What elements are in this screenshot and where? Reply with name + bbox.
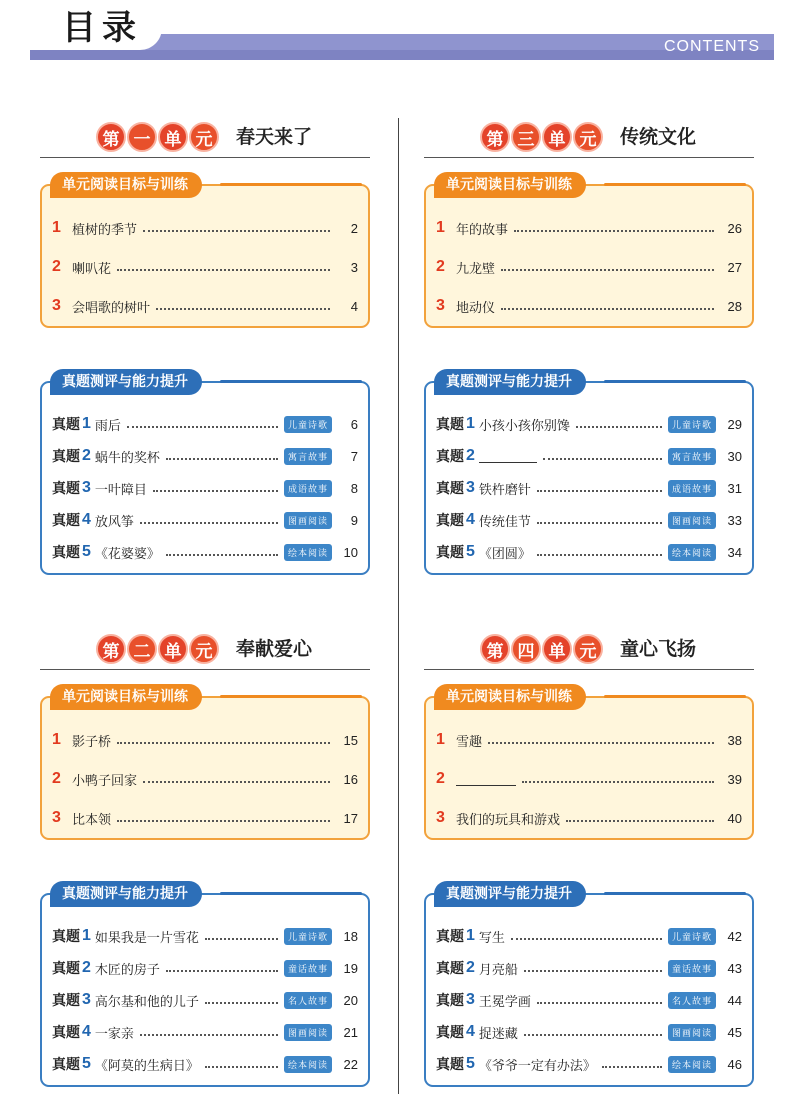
test-practice-box [424, 886, 754, 1087]
reading-training-box [40, 689, 370, 840]
blank-title-line [456, 772, 516, 786]
entry-title: 捉迷藏 [478, 1026, 518, 1042]
toc-entry[interactable] [52, 767, 358, 791]
page-number: 21 [343, 1024, 358, 1040]
entry-title: 雨后 [94, 418, 121, 434]
entry-title: 小孩小孩你别馋 [478, 418, 570, 434]
entry-title: 喇叭花 [72, 261, 112, 277]
test-number: 1 [466, 415, 475, 432]
page-number: 10 [343, 544, 358, 560]
entry-title: 王冕学画 [478, 994, 531, 1010]
toc-entry[interactable] [52, 294, 358, 318]
unit-section [40, 118, 370, 562]
page-number: 34 [727, 544, 742, 560]
entry-number: 1 [52, 219, 61, 236]
unit-label-char: 单 [158, 122, 188, 152]
toc-entry[interactable] [52, 728, 358, 752]
unit-label-char: 单 [542, 634, 572, 664]
dot-leader [511, 938, 662, 940]
genre-tag: 儿童诗歌 [284, 928, 332, 945]
unit-name: 童心飞扬 [620, 638, 697, 660]
dot-leader [514, 230, 714, 232]
dot-leader [153, 490, 278, 492]
page-number: 22 [343, 1056, 358, 1072]
entry-title: 《花婆婆》 [94, 546, 160, 562]
entry-title: 木匠的房子 [94, 962, 160, 978]
genre-tag: 寓言故事 [668, 448, 716, 465]
box-header: 真题测评与能力提升 [434, 881, 586, 907]
dot-leader [537, 522, 662, 524]
page-number: 9 [350, 512, 358, 528]
unit-section [424, 118, 754, 562]
page-number: 40 [727, 810, 742, 826]
test-prefix: 真题 [436, 929, 464, 945]
entry-number: 3 [52, 809, 61, 826]
page-number: 3 [350, 259, 358, 275]
test-prefix: 真题 [436, 1025, 464, 1041]
box-header: 单元阅读目标与训练 [50, 684, 202, 710]
page-number: 29 [727, 416, 742, 432]
dot-leader [205, 938, 278, 940]
page-number: 7 [350, 448, 358, 464]
page-number: 38 [727, 732, 742, 748]
dot-leader [602, 1066, 662, 1068]
test-entry[interactable] [52, 508, 358, 532]
entry-number: 3 [436, 297, 445, 314]
unit-name: 传统文化 [620, 126, 697, 148]
entry-number: 3 [52, 297, 61, 314]
test-entry[interactable] [436, 476, 742, 500]
test-entry[interactable] [52, 956, 358, 980]
box-header: 真题测评与能力提升 [434, 369, 586, 395]
test-entry[interactable] [52, 1020, 358, 1044]
page-number: 42 [727, 928, 742, 944]
test-number: 3 [466, 479, 475, 496]
page-number: 15 [343, 732, 358, 748]
test-entry[interactable] [52, 540, 358, 564]
entry-number: 3 [436, 809, 445, 826]
box-header-line [604, 892, 746, 895]
entry-number: 1 [436, 731, 445, 748]
page-number: 6 [350, 416, 358, 432]
test-prefix: 真题 [52, 1057, 80, 1073]
page-number: 19 [343, 960, 358, 976]
entry-title: 比本领 [72, 812, 112, 828]
page-number: 16 [343, 771, 358, 787]
dot-leader [143, 230, 330, 232]
test-number: 5 [466, 1055, 475, 1072]
unit-title-row [424, 630, 754, 670]
entry-title: 铁杵磨针 [478, 482, 531, 498]
toc-entry[interactable] [436, 806, 742, 830]
unit-section [424, 630, 754, 1074]
test-number: 5 [466, 543, 475, 560]
page-number: 20 [343, 992, 358, 1008]
entry-title: 如果我是一片雪花 [94, 930, 199, 946]
unit-label-char: 元 [573, 634, 603, 664]
entry-title: 写生 [478, 930, 505, 946]
dot-leader [537, 554, 662, 556]
dot-leader [205, 1066, 278, 1068]
test-number: 4 [82, 511, 91, 528]
genre-tag: 绘本阅读 [284, 1056, 332, 1073]
test-prefix: 真题 [52, 449, 80, 465]
test-prefix: 真题 [436, 417, 464, 433]
page-number: 8 [350, 480, 358, 496]
dot-leader [543, 458, 662, 460]
dot-leader [166, 458, 278, 460]
unit-section [40, 630, 370, 1074]
genre-tag: 儿童诗歌 [284, 416, 332, 433]
test-entry[interactable] [436, 988, 742, 1012]
dot-leader [140, 522, 278, 524]
box-header-line [604, 380, 746, 383]
toc-entry[interactable] [436, 767, 742, 791]
dot-leader [117, 820, 330, 822]
entry-title: 放风筝 [94, 514, 134, 530]
genre-tag: 绘本阅读 [668, 544, 716, 561]
toc-entry[interactable] [436, 255, 742, 279]
test-entry[interactable] [436, 444, 742, 468]
test-prefix: 真题 [52, 481, 80, 497]
entry-title: 年的故事 [456, 222, 509, 238]
test-number: 4 [466, 1023, 475, 1040]
unit-label [96, 122, 220, 152]
test-prefix: 真题 [52, 545, 80, 561]
box-header-line [220, 183, 362, 186]
test-prefix: 真题 [436, 1057, 464, 1073]
page-number: 28 [727, 298, 742, 314]
dot-leader [127, 426, 278, 428]
unit-label-char: 单 [542, 122, 572, 152]
box-header: 单元阅读目标与训练 [434, 172, 586, 198]
genre-tag: 图画阅读 [668, 512, 716, 529]
test-prefix: 真题 [436, 961, 464, 977]
unit-name: 奉献爱心 [236, 638, 313, 660]
test-entry[interactable] [52, 924, 358, 948]
entry-title: 《爷爷一定有办法》 [478, 1058, 596, 1074]
box-header-line [220, 380, 362, 383]
unit-title-row [424, 118, 754, 158]
test-prefix: 真题 [436, 545, 464, 561]
test-entry[interactable] [436, 956, 742, 980]
unit-label-char: 一 [127, 122, 157, 152]
entry-number: 2 [436, 258, 445, 275]
dot-leader [140, 1034, 278, 1036]
dot-leader [166, 970, 278, 972]
test-entry[interactable] [436, 540, 742, 564]
entry-number: 1 [52, 731, 61, 748]
page-number: 2 [350, 220, 358, 236]
genre-tag: 儿童诗歌 [668, 416, 716, 433]
unit-title-row [40, 118, 370, 158]
entry-number: 2 [52, 770, 61, 787]
test-practice-box [40, 886, 370, 1087]
genre-tag: 图画阅读 [284, 512, 332, 529]
dot-leader [205, 1002, 278, 1004]
page-number: 18 [343, 928, 358, 944]
toc-entry[interactable] [52, 255, 358, 279]
box-header: 真题测评与能力提升 [50, 369, 202, 395]
test-number: 4 [82, 1023, 91, 1040]
toc-entry[interactable] [436, 294, 742, 318]
reading-training-box [424, 177, 754, 328]
test-number: 3 [82, 991, 91, 1008]
dot-leader [537, 490, 662, 492]
page-number: 44 [727, 992, 742, 1008]
column-divider [398, 118, 399, 1094]
dot-leader [143, 781, 330, 783]
test-number: 1 [82, 927, 91, 944]
test-prefix: 真题 [52, 993, 80, 1009]
blank-title-line [479, 449, 537, 463]
entry-title: 月亮船 [478, 962, 518, 978]
test-number: 4 [466, 511, 475, 528]
test-prefix: 真题 [52, 417, 80, 433]
reading-training-box [424, 689, 754, 840]
box-header-line [220, 695, 362, 698]
toc-entry[interactable] [52, 216, 358, 240]
genre-tag: 童话故事 [284, 960, 332, 977]
test-entry[interactable] [52, 476, 358, 500]
unit-name: 春天来了 [236, 126, 313, 148]
test-number: 2 [82, 959, 91, 976]
unit-label-char: 四 [511, 634, 541, 664]
toc-entry[interactable] [436, 216, 742, 240]
contents-label: CONTENTS [664, 38, 760, 55]
test-number: 3 [466, 991, 475, 1008]
test-prefix: 真题 [436, 513, 464, 529]
test-prefix: 真题 [436, 481, 464, 497]
unit-label-char: 第 [480, 122, 510, 152]
unit-label-char: 元 [189, 634, 219, 664]
dot-leader [501, 269, 714, 271]
genre-tag: 名人故事 [668, 992, 716, 1009]
box-header-line [604, 695, 746, 698]
genre-tag: 儿童诗歌 [668, 928, 716, 945]
test-practice-box [40, 374, 370, 575]
box-header-line [220, 892, 362, 895]
unit-label [480, 634, 604, 664]
unit-title-row [40, 630, 370, 670]
test-prefix: 真题 [52, 1025, 80, 1041]
test-entry[interactable] [52, 988, 358, 1012]
test-entry[interactable] [52, 412, 358, 436]
entry-number: 2 [436, 770, 445, 787]
test-number: 2 [82, 447, 91, 464]
entry-title: 小鸭子回家 [72, 773, 138, 789]
page-number: 31 [727, 480, 742, 496]
page-number: 30 [727, 448, 742, 464]
entry-title: 一叶障目 [94, 482, 147, 498]
genre-tag: 寓言故事 [284, 448, 332, 465]
box-header: 单元阅读目标与训练 [434, 684, 586, 710]
test-practice-box [424, 374, 754, 575]
header-band-shade [30, 50, 774, 60]
test-prefix: 真题 [436, 993, 464, 1009]
entry-title: 一家亲 [94, 1026, 134, 1042]
test-entry[interactable] [436, 1052, 742, 1076]
unit-label-char: 第 [96, 122, 126, 152]
page-number: 45 [727, 1024, 742, 1040]
genre-tag: 绘本阅读 [668, 1056, 716, 1073]
test-entry[interactable] [436, 508, 742, 532]
dot-leader [501, 308, 714, 310]
dot-leader [117, 269, 330, 271]
dot-leader [566, 820, 714, 822]
box-header-line [604, 183, 746, 186]
box-header: 真题测评与能力提升 [50, 881, 202, 907]
page-number: 27 [727, 259, 742, 275]
genre-tag: 绘本阅读 [284, 544, 332, 561]
test-number: 2 [466, 959, 475, 976]
unit-label-char: 单 [158, 634, 188, 664]
toc-entry[interactable] [52, 806, 358, 830]
test-prefix: 真题 [436, 449, 464, 465]
entry-title: 雪趣 [456, 734, 483, 750]
dot-leader [488, 742, 714, 744]
dot-leader [117, 742, 330, 744]
genre-tag: 名人故事 [284, 992, 332, 1009]
entry-title: 植树的季节 [72, 222, 138, 238]
unit-label-char: 元 [189, 122, 219, 152]
test-number: 3 [82, 479, 91, 496]
entry-title: 蜗牛的奖杯 [94, 450, 160, 466]
page-number: 26 [727, 220, 742, 236]
page-number: 43 [727, 960, 742, 976]
test-entry[interactable] [52, 1052, 358, 1076]
genre-tag: 成语故事 [284, 480, 332, 497]
page-number: 17 [343, 810, 358, 826]
dot-leader [166, 554, 278, 556]
dot-leader [524, 1034, 662, 1036]
page-number: 4 [350, 298, 358, 314]
entry-title: 传统佳节 [478, 514, 531, 530]
unit-label-char: 三 [511, 122, 541, 152]
unit-label [480, 122, 604, 152]
unit-label-char: 元 [573, 122, 603, 152]
test-number: 1 [82, 415, 91, 432]
entry-title: 会唱歌的树叶 [72, 300, 151, 316]
page-title: 目录 [62, 8, 142, 48]
genre-tag: 成语故事 [668, 480, 716, 497]
dot-leader [524, 970, 662, 972]
test-prefix: 真题 [52, 513, 80, 529]
dot-leader [522, 781, 714, 783]
page-number: 33 [727, 512, 742, 528]
page-number: 39 [727, 771, 742, 787]
unit-label [96, 634, 220, 664]
test-number: 5 [82, 543, 91, 560]
test-entry[interactable] [52, 444, 358, 468]
entry-title: 我们的玩具和游戏 [456, 812, 561, 828]
test-number: 2 [466, 447, 475, 464]
dot-leader [537, 1002, 662, 1004]
test-prefix: 真题 [52, 929, 80, 945]
genre-tag: 图画阅读 [284, 1024, 332, 1041]
page-number: 46 [727, 1056, 742, 1072]
dot-leader [156, 308, 330, 310]
entry-number: 2 [52, 258, 61, 275]
test-entry[interactable] [436, 924, 742, 948]
genre-tag: 童话故事 [668, 960, 716, 977]
test-number: 5 [82, 1055, 91, 1072]
dot-leader [576, 426, 662, 428]
test-entry[interactable] [436, 1020, 742, 1044]
entry-title: 《阿莫的生病日》 [94, 1058, 199, 1074]
test-entry[interactable] [436, 412, 742, 436]
box-header: 单元阅读目标与训练 [50, 172, 202, 198]
entry-title: 九龙壁 [456, 261, 496, 277]
entry-title: 《团圆》 [478, 546, 531, 562]
entry-title: 高尔基和他的儿子 [94, 994, 199, 1010]
test-number: 1 [466, 927, 475, 944]
entry-number: 1 [436, 219, 445, 236]
unit-label-char: 第 [96, 634, 126, 664]
reading-training-box [40, 177, 370, 328]
test-prefix: 真题 [52, 961, 80, 977]
unit-label-char: 第 [480, 634, 510, 664]
toc-entry[interactable] [436, 728, 742, 752]
unit-label-char: 二 [127, 634, 157, 664]
entry-title: 地动仪 [456, 300, 496, 316]
genre-tag: 图画阅读 [668, 1024, 716, 1041]
entry-title: 影子桥 [72, 734, 112, 750]
